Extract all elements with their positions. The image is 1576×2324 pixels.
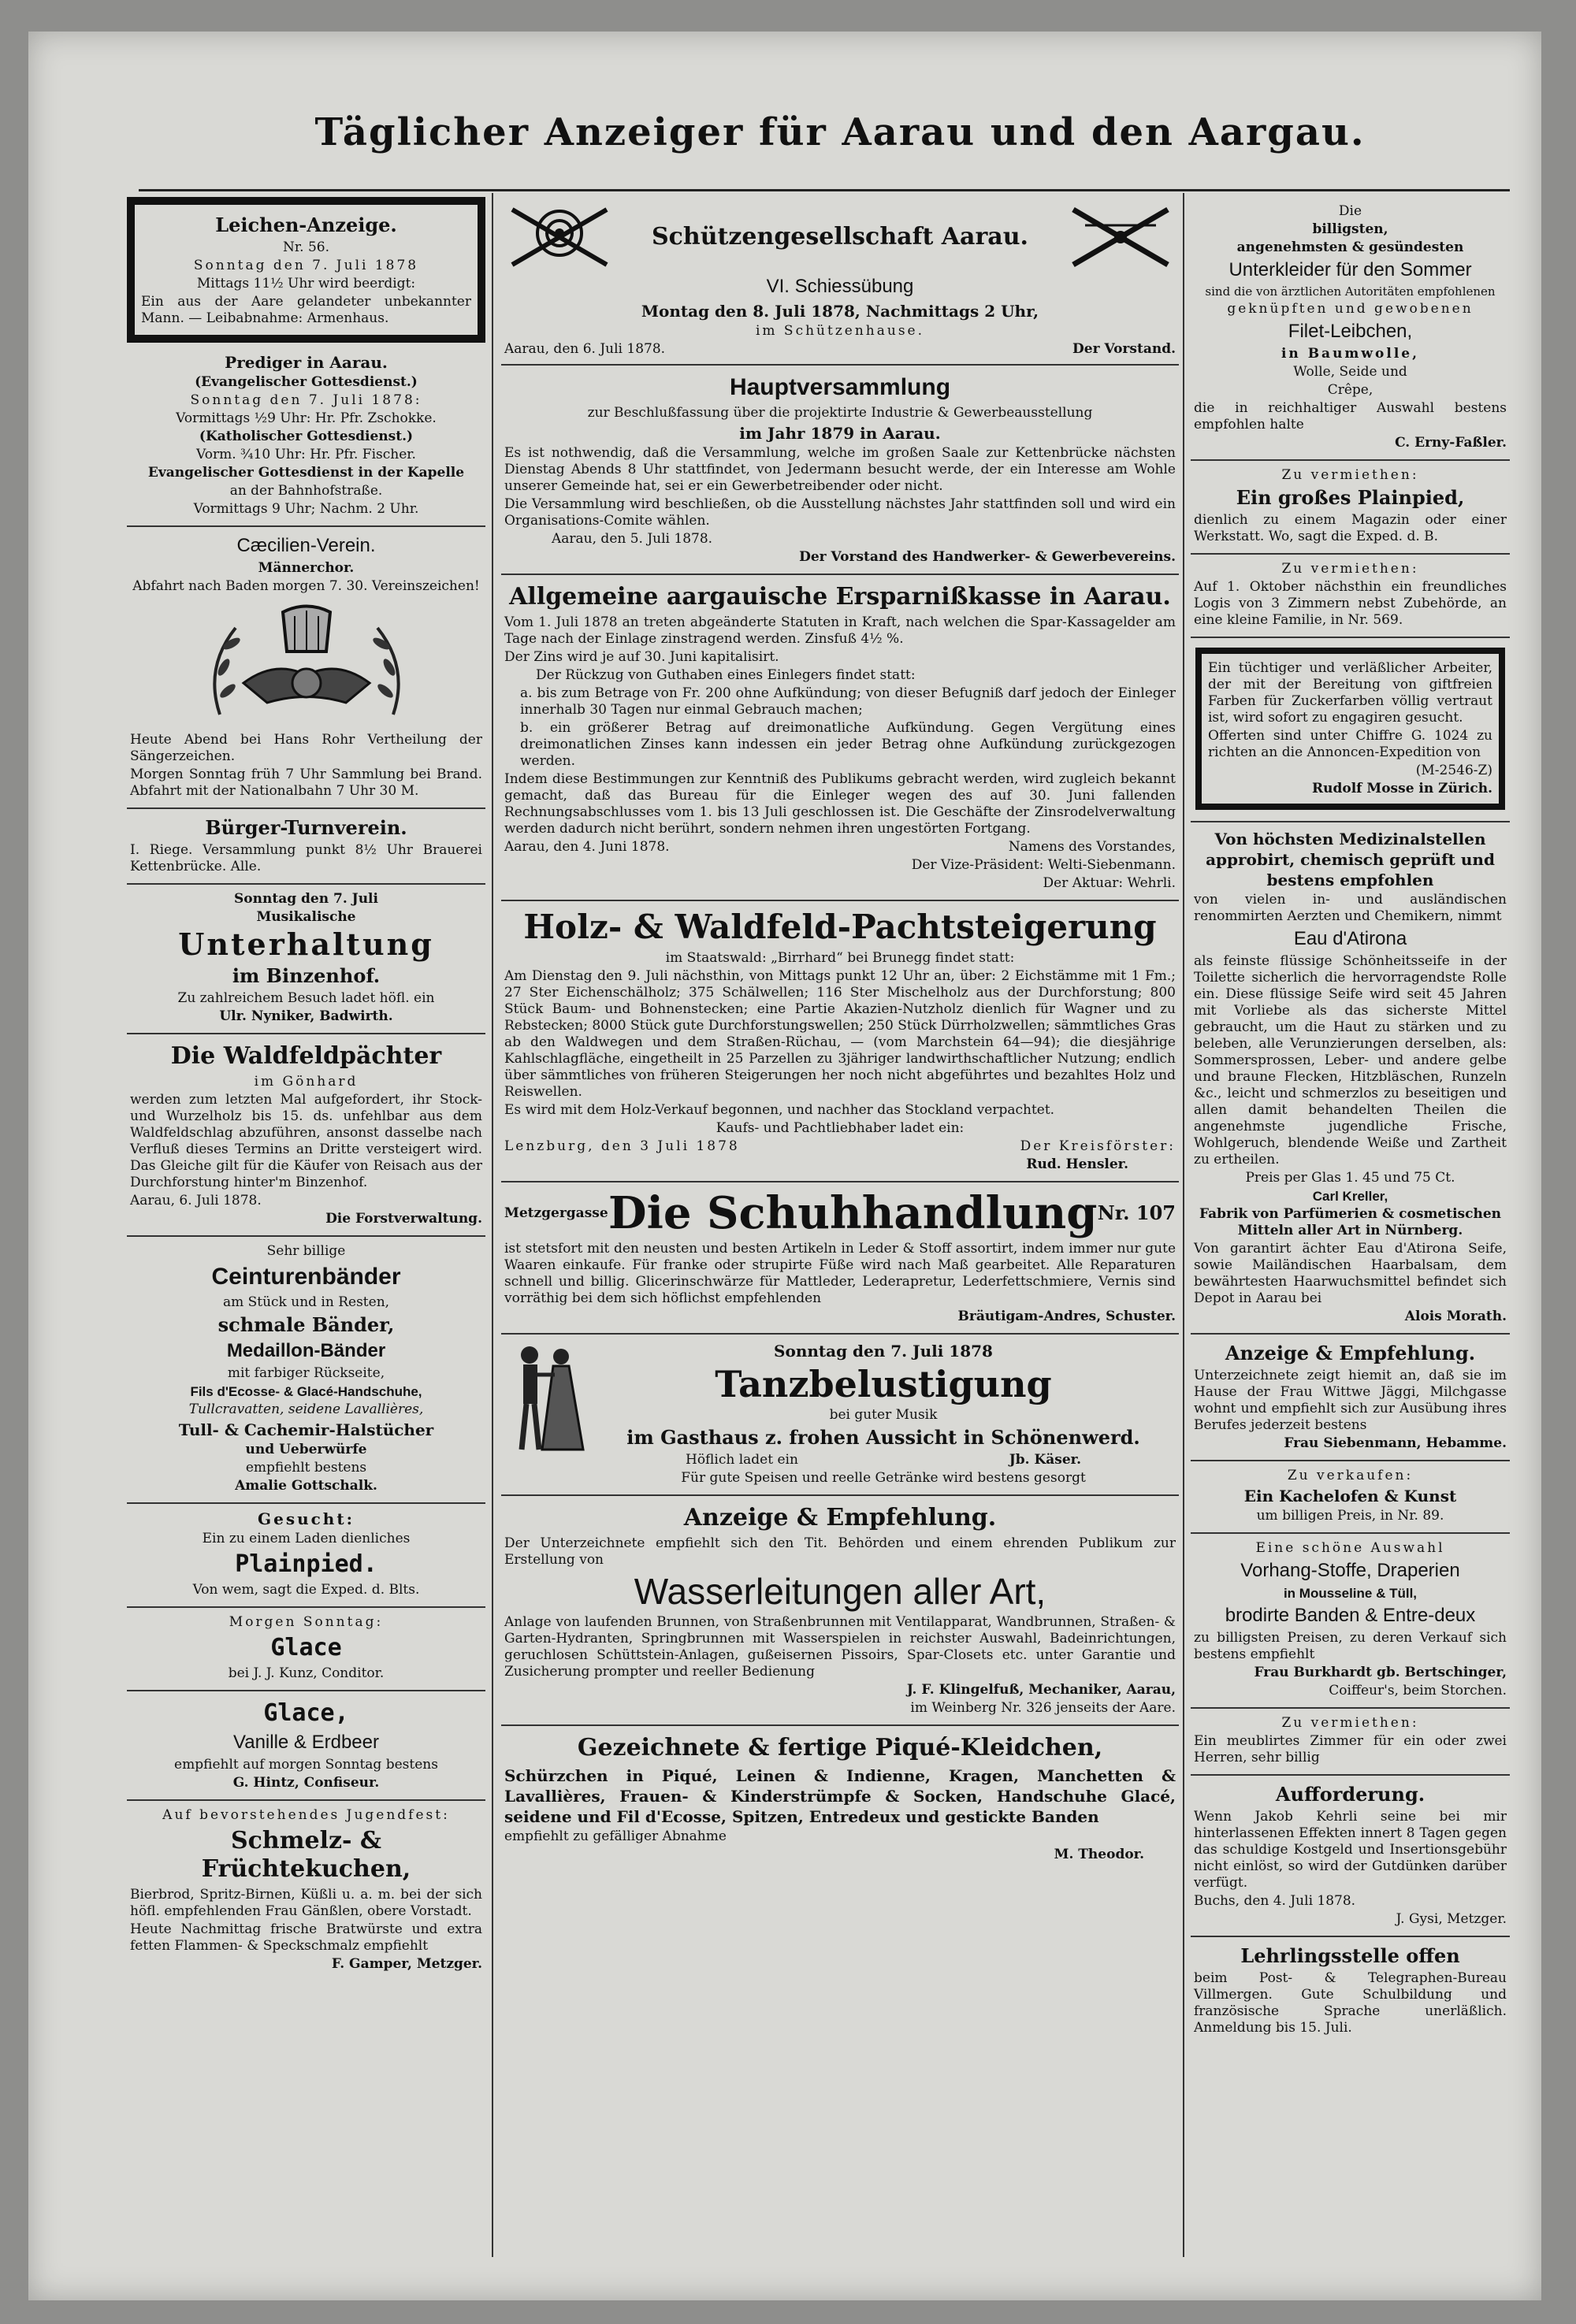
logis-text: Auf 1. Oktober nächsthin ein freundliches Logis von 3 Zimmern nebst Zubehörde, an eine kleine Familie, in Nr. 569. <box>1194 579 1507 628</box>
schuh-nr: Nr. 107 <box>1097 1201 1176 1224</box>
prediger-kap2: Vormittags 9 Uhr; Nachm. 2 Uhr. <box>193 501 419 517</box>
unterkleider-ad <box>1191 197 1510 461</box>
ersparnis-sign3: Der Aktuar: Wehrli. <box>1043 875 1176 891</box>
hebamme-title: Anzeige & Empfehlung. <box>1225 1342 1476 1364</box>
wasser-t2: Anlage von laufenden Brunnen, von Straßenbrunnen mit Ventilapparat, Wandbrunnen, Straßen- & Garten-Hydranten, Springbrunnen mit Wasserspielen in reichster Auswahl, Badeinrichtungen, geruchlosen Schüttstein-Anlagen, gußeisernen Pissoirs, Spar-Closets etc. unter Garantie und Zusicherung prompter und reeller Bedienung <box>504 1614 1176 1680</box>
kuchen-pre: Auf bevorstehendes Jugendfest: <box>162 1807 450 1823</box>
hauptversammlung-ad <box>501 366 1179 575</box>
pique-text: Schürzchen in Piqué, Leinen & Indienne, Kragen, Manchetten & Lavallières, Frauen- & Kinderstrümpfe & Socken, Handschuhe Glacé, seidene und Fil d'Ecosse, Spitzen, Entredeux und gestickte Banden <box>504 1766 1176 1826</box>
masthead-rule <box>139 189 1510 191</box>
wasser-head: Anzeige & Empfehlung. <box>683 1504 997 1531</box>
ceinturen-ad <box>127 1237 485 1504</box>
wasser-t1: Der Unterzeichnete empfiehlt sich den Tit. Behörden und einem ehrenden Publikum zur Erstellung von <box>504 1535 1176 1568</box>
schuetzen-sign: Der Vorstand. <box>1072 341 1176 357</box>
glace2-t2: empfiehlt auf morgen Sonntag bestens <box>174 1757 438 1773</box>
haupt-t4: Die Versammlung wird beschließen, ob die Ausstellung nächstes Jahr stattfinden soll und wird ein Organisations-Comite wählen. <box>504 496 1176 529</box>
holz-sign1: Der Kreisförster: <box>1020 1138 1176 1154</box>
glace-kunz-ad <box>127 1608 485 1691</box>
tanz-t3: Höflich ladet ein <box>686 1452 798 1468</box>
haupt-t2: im Jahr 1879 in Aarau. <box>739 424 941 443</box>
atirona-t2: von vielen in- und ausländischen renommirten Aerzten und Chemikern, nimmt <box>1194 892 1507 924</box>
tanz-date: Sonntag den 7. Juli 1878 <box>774 1342 993 1361</box>
arbeiter-text: Ein tüchtiger und verläßlicher Arbeiter, der mit der Bereitung von giftfreien Farben für Zuckerfarben völlig vertraut ist, wird sofort zu engagiren gesucht. <box>1208 660 1492 726</box>
unterhaltung-place: im Binzenhof. <box>232 964 381 987</box>
unterkleider-t3: angenehmsten & gesündesten <box>1236 239 1464 255</box>
pique-ad <box>501 1726 1179 1871</box>
ceinturen-t5: Fils d'Ecosse- & Glacé-Handschuhe, <box>190 1384 422 1399</box>
unterkleider-t5: geknüpften und gewobenen <box>1227 301 1474 317</box>
vorhang-ad <box>1191 1534 1510 1709</box>
unterkleider-t7: Wolle, Seide und <box>1293 364 1407 380</box>
vorhang-sign2: Coiffeur's, beim Storchen. <box>1329 1683 1507 1698</box>
ceinturen-t4: mit farbiger Rückseite, <box>227 1365 385 1381</box>
schuh-title: Die Schuhhandlung <box>608 1187 1098 1239</box>
ersparnis-date: Aarau, den 4. Juni 1878. <box>504 839 670 855</box>
prediger-ad <box>127 347 485 527</box>
schuh-sign: Bräutigam-Andres, Schuster. <box>957 1309 1176 1324</box>
ersparnis-t4: a. bis zum Betrage von Fr. 200 ohne Aufkündung; von dieser Befugniß darf jedoch der Einleger innerhalb 30 Tagen nur einmal Gebrauch machen; <box>520 685 1176 718</box>
ceinturen-t3: Medaillon-Bänder <box>226 1340 386 1361</box>
schuetzen-t2: im Schützenhause. <box>755 323 925 339</box>
gesucht-title: Gesucht: <box>258 1509 355 1528</box>
prediger-title: Prediger in Aarau. <box>225 353 388 372</box>
vorhang-pre: Eine schöne Auswahl <box>1255 1540 1445 1556</box>
glace1-title: Glace <box>270 1634 342 1661</box>
unterhaltung-date: Sonntag den 7. Juli <box>234 891 378 907</box>
holz-date: Lenzburg, den 3 Juli 1878 <box>504 1138 740 1154</box>
leichen-anzeige <box>127 197 485 343</box>
kuchen-text: Bierbrod, Spritz-Birnen, Küßli u. a. m. bei der sich höfl. empfehlenden Frau Gänßlen, obere Vorstadt. <box>130 1887 482 1919</box>
ceinturen-pre: Sehr billige <box>266 1243 346 1259</box>
holz-t3: Es wird mit dem Holz-Verkauf begonnen, und nachher das Stockland verpachtet. <box>504 1102 1055 1118</box>
caecilien-text: Abfahrt nach Baden morgen 7. 30. Vereinszeichen! <box>132 578 480 594</box>
plainpied-pre: Zu vermiethen: <box>1281 467 1419 483</box>
haupt-t3: Es ist nothwendig, daß die Versammlung, welche im großen Saale zur Kettenbrücke nächsten Dienstag Abends 8 Uhr stattfindet, von Jedermann besucht werde, der ein Interesse am Wohle unserer Gemeinde hat, sei er ein Gewerbetreibender oder nicht. <box>504 445 1176 494</box>
ceinturen-t9: empfiehlt bestens <box>245 1460 367 1476</box>
hebamme-text: Unterzeichnete zeigt hiemit an, daß sie im Hause der Frau Wittwe Jäggi, Milchgasse wohnt und empfiehlt sich zur Ausübung ihres Berufes jederzeit bestens <box>1194 1368 1507 1433</box>
ersparnis-t6: Indem diese Bestimmungen zur Kenntniß des Publikums gebracht werden, wird zugleich bekannt gemacht, daß das Bureau für die Einleger wegen des auf 30. Juni fallenden Rechnungsabschlusses vom 1. bis 13 Juli geschlossen ist. Die Geschäfte der Zinsrodelverwaltung werden dadurch nicht berührt, sondern nehmen ihren ungestörten Fortgang. <box>504 771 1176 837</box>
haupt-date: Aarau, den 5. Juli 1878. <box>552 531 713 547</box>
kuchen-sign: F. Gamper, Metzger. <box>331 1956 482 1972</box>
atirona-sign: Alois Morath. <box>1404 1309 1507 1324</box>
wasser-title: Wasserleitungen aller Art, <box>634 1571 1046 1612</box>
tanz-sign: Jb. Käser. <box>1009 1452 1081 1468</box>
arbeiter-text2: Offerten sind unter Chiffre G. 1024 zu richten an die Annoncen-Expedition von <box>1208 728 1492 760</box>
holz-t4: Kaufs- und Pachtliebhaber ladet ein: <box>716 1120 965 1136</box>
ceinturen-t8: und Ueberwürfe <box>245 1442 367 1457</box>
tanz-t2: im Gasthaus z. frohen Aussicht in Schönenwerd. <box>626 1426 1140 1449</box>
unterkleider-t4: sind die von ärztlichen Autoritäten empfohlenen <box>1205 284 1496 299</box>
leichen-line2: Mittags 11½ Uhr wird beerdigt: <box>196 276 416 291</box>
unterhaltung-text: Zu zahlreichem Besuch ladet höfl. ein <box>177 990 435 1006</box>
vorhang-t2: zu billigsten Preisen, zu deren Verkauf sich bestens empfiehlt <box>1194 1630 1507 1662</box>
unterkleider-t1: Die <box>1338 203 1362 219</box>
ceinturen-title: Ceinturenbänder <box>211 1264 401 1290</box>
target-rifles-icon <box>504 202 615 273</box>
zimmer-pre: Zu vermiethen: <box>1281 1715 1419 1731</box>
dancing-couple-icon <box>504 1339 591 1465</box>
lehrling-title: Lehrlingsstelle offen <box>1240 1944 1460 1967</box>
atirona-t1: Von höchsten Medizinalstellen approbirt, chemisch geprüft und bestens empfohlen <box>1206 830 1495 889</box>
logis-pre: Zu vermiethen: <box>1281 561 1419 577</box>
gesucht-t3: Von wem, sagt die Exped. d. Blts. <box>192 1582 420 1598</box>
ceinturen-t2: schmale Bänder, <box>217 1313 395 1336</box>
schuh-pre: Metzgergasse <box>504 1205 608 1221</box>
wasser-sign: J. F. Klingelfuß, Mechaniker, Aarau, <box>906 1682 1176 1698</box>
schuh-text: ist stetsfort mit den neusten und besten Artikeln in Leder & Stoff assortirt, indem immer nur gute Waaren einkaufe. Für franke oder strupirte Füße wird nach Maß gearbeitet. Alle Reparaturen schnell und billig. Glicerinschwärze für Mattleder, Lederapretur, Lederfettschmiere, Vernis sind vorräthig bei dem sich höflichst empfehlenden <box>504 1241 1176 1306</box>
turnverein-title: Bürger-Turnverein. <box>205 816 407 839</box>
ceinturen-sign: Amalie Gottschalk. <box>235 1478 377 1494</box>
ersparnis-t1: Vom 1. Juli 1878 an treten abgeänderte Statuten in Kraft, nach welchen die Spar-Kassagelder am Tage nach der Einlage zinstragend werden. Zinsfuß 4½ %. <box>504 614 1176 647</box>
holz-t2: Am Dienstag den 9. Juli nächsthin, von Mittags punkt 12 Uhr an, über: 2 Eichstämme mit 1 Fm.; 27 Ster Eichenschälholz; 375 Schälwellen; 116 Ster Mischelholz aus der Durchforstung; 800 Stück Baum- und Bohnenstecken; eine Partie Akazien-Nutzholz dienlich für Wagner und zu Rebstecken; 8000 Stück gute Durchforstungswellen; 250 Stück Dürrholzwellen; sämmtliches Gras ab den Waldwegen und dem Straßen-Rüchau, — (vom Marchstein 64—94); die diesjährige Kahlschlagfläche, eingetheilt in 25 Parzellen zu 3jähriger landwirthschaftlicher Nutzung; endlich über sämmtliches von früheren Steigerungen her noch nicht abgeführtes und bezahltes Holz und Reiswellen. <box>504 968 1176 1100</box>
holz-title: Holz- & Waldfeld-Pachtsteigerung <box>523 908 1157 946</box>
newspaper-page <box>28 32 1541 2300</box>
left-column <box>127 197 485 1981</box>
unterkleider-t6: in Baumwolle, <box>1280 346 1420 362</box>
holz-pachtsteigerung-ad <box>501 901 1179 1182</box>
hebamme-sign: Frau Siebenmann, Hebamme. <box>1284 1435 1507 1451</box>
prediger-ev2: Vormittags ½9 Uhr: Hr. Pfr. Zschokke. <box>176 410 437 426</box>
ofen-ad <box>1191 1461 1510 1534</box>
column-divider-right <box>1183 193 1184 2257</box>
leichen-line3: Ein aus der Aare gelandeter unbekannter Mann. — Leibabnahme: Armenhaus. <box>141 294 471 326</box>
center-column <box>501 197 1179 1871</box>
prediger-kath: (Katholischer Gottesdienst.) <box>199 429 414 444</box>
ersparnis-t3: Der Rückzug von Guthaben eines Einlegers findet statt: <box>536 667 916 683</box>
gesucht-t2: Plainpied. <box>235 1550 377 1578</box>
glace-hintz-ad <box>127 1691 485 1801</box>
waldfeld-text: werden zum letzten Mal aufgefordert, ihr Stock- und Wurzelholz bis 15. ds. unfehlbar aus dem Waldfeldschlag abzuführen, ansonst dasselbe nach Verfluß dieses Termins an Dritte versteigert wird. Das Gleiche gilt für die Käufer von Reisach aus der Durchforstung hinter'm Binzenhof. <box>130 1092 482 1190</box>
prediger-kap: Evangelischer Gottesdienst in der Kapelle <box>147 465 465 481</box>
ersparnis-t2: Der Zins wird je auf 30. Juni kapitalisirt. <box>504 649 779 665</box>
unterhaltung-sign: Ulr. Nyniker, Badwirth. <box>219 1008 393 1024</box>
atirona-maker2: Fabrik von Parfümerien & cosmetischen Mitteln aller Art in Nürnberg. <box>1199 1206 1502 1238</box>
arbeiter-ad <box>1191 638 1510 822</box>
holz-sign2: Rud. Hensler. <box>1026 1156 1128 1172</box>
ceinturen-t6: Tullcravatten, seidene Lavallières, <box>188 1401 424 1417</box>
ersparniskasse-ad <box>501 575 1179 901</box>
zimmer-text: Ein meublirtes Zimmer für ein oder zwei Herren, sehr billig <box>1194 1733 1507 1765</box>
aufforderung-date: Buchs, den 4. Juli 1878. <box>1194 1893 1356 1909</box>
turnverein-text: I. Riege. Versammlung punkt 8½ Uhr Brauerei Kettenbrücke. Alle. <box>130 842 482 874</box>
caecilien-sub: Männerchor. <box>258 560 355 576</box>
schuetzen-ad <box>501 197 1179 366</box>
gesucht-ad <box>127 1504 485 1608</box>
aufforderung-ad <box>1191 1776 1510 1937</box>
ofen-title: Ein Kachelofen & Kunst <box>1243 1487 1457 1505</box>
tanz-title: Tanzbelustigung <box>715 1363 1052 1405</box>
caecilien-text3: Morgen Sonntag früh 7 Uhr Sammlung bei Brand. Abfahrt mit der Nationalbahn 7 Uhr 30 M. <box>130 767 482 799</box>
masthead: Täglicher Anzeiger für Aarau und den Aargau. <box>314 110 1366 154</box>
prediger-ev: (Evangelischer Gottesdienst.) <box>195 374 418 390</box>
unterhaltung-ad <box>127 885 485 1034</box>
waldfeld-sign: Die Forstverwaltung. <box>325 1211 482 1227</box>
gesucht-t1: Ein zu einem Laden dienliches <box>202 1531 411 1546</box>
wasser-sign2: im Weinberg Nr. 326 jenseits der Aare. <box>910 1700 1176 1716</box>
unterkleider-sign: C. Erny-Faßler. <box>1395 435 1507 451</box>
glace1-pre: Morgen Sonntag: <box>229 1614 384 1630</box>
prediger-ev1: Sonntag den 7. Juli 1878: <box>190 392 422 408</box>
atirona-t4: Von garantirt ächter Eau d'Atirona Seife, sowie Mailändischen Haarbalsam, dem bewährtesten Haarwuchsmittel befindet sich Depot in Aarau bei <box>1194 1241 1507 1306</box>
zimmer-ad <box>1191 1709 1510 1776</box>
schuhhandlung-ad <box>501 1182 1179 1335</box>
glace2-sign: G. Hintz, Confiseur. <box>232 1775 380 1791</box>
unterkleider-title: Unterkleider für den Sommer <box>1228 259 1472 280</box>
pique-sign: M. Theodor. <box>1054 1847 1144 1862</box>
atirona-maker: Carl Kreller, <box>1312 1189 1388 1204</box>
leichen-line1: Sonntag den 7. Juli 1878 <box>193 258 419 273</box>
lehrling-text: beim Post- & Telegraphen-Bureau Villmergen. Gute Schulbildung und französische Sprache unerläßlich. Anmeldung bis 15. Juli. <box>1194 1970 1507 2036</box>
arbeiter-sign: Rudolf Mosse in Zürich. <box>1312 781 1492 796</box>
glace2-title: Glace, <box>263 1699 349 1727</box>
waldfeld-date: Aarau, 6. Juli 1878. <box>130 1193 262 1208</box>
logis-ad <box>1191 555 1510 638</box>
kuchen-title: Schmelz- & Früchtekuchen, <box>201 1827 411 1883</box>
aufforderung-sign: J. Gysi, Metzger. <box>1396 1911 1507 1927</box>
glace2-t1: Vanille & Erdbeer <box>233 1732 379 1753</box>
schuetzen-t1: Montag den 8. Juli 1878, Nachmittags 2 Uhr, <box>641 302 1039 321</box>
atirona-t3: als feinste flüssige Schönheitsseife in der Toilette sicherlich die hervorragendste Rolle ein. Diese flüssige Seife wird seit 45 Jahren mit Vorliebe als das sicherste Mittel gebraucht, um die Haut zu stärken und zu beleben, alle Verunzierungen derselben, als: Sommersprossen, Leber- und andere gelbe und braune Flecken, Hitzbläschen, Runzeln &c., leicht und schmerzlos zu beseitigen und allen damit behandelten Theilen die angenehmste jugendliche Frische, Wohlgeruch, blendende Weiße und Zartheit zu ertheilen. <box>1194 953 1507 1168</box>
unterhaltung-sub: Musikalische <box>256 909 356 925</box>
haupt-title: Hauptversammlung <box>729 374 951 400</box>
waldfeld-place: im Gönhard <box>254 1074 359 1090</box>
schuetzen-title: Schützengesellschaft Aarau. <box>651 223 1028 251</box>
pique-title: Gezeichnete & fertige Piqué-Kleidchen, <box>577 1734 1103 1762</box>
handshake-lyre-icon <box>188 596 425 730</box>
ersparnis-sign1: Namens des Vorstandes, <box>1008 839 1176 855</box>
prediger-kath1: Vorm. ¾10 Uhr: Hr. Pfr. Fischer. <box>196 447 416 462</box>
turnverein-ad <box>127 809 485 885</box>
plainpied-title: Ein großes Plainpied, <box>1236 486 1465 509</box>
haupt-sign: Der Vorstand des Handwerker- & Gewerbevereins. <box>799 549 1176 565</box>
haupt-t1: zur Beschlußfassung über die projektirte Industrie & Gewerbeausstellung <box>587 405 1093 421</box>
arbeiter-code: (M-2546-Z) <box>1415 763 1492 778</box>
schuetzen-date: Aarau, den 6. Juli 1878. <box>504 341 666 357</box>
hebamme-ad <box>1191 1335 1510 1461</box>
leichen-title: Leichen-Anzeige. <box>215 213 397 236</box>
ersparnis-t5: b. ein größerer Betrag auf dreimonatliche Aufkündung. Gegen Vergütung eines dreimonatlichen Zinses kann indessen ein jeder Betrag ohne Aufkündung zurückgezogen werden. <box>520 720 1176 769</box>
kuchen-text2: Heute Nachmittag frische Bratwürste und extra fetten Flammen- & Speckschmalz empfiehlt <box>130 1921 482 1954</box>
unterkleider-t2: billigsten, <box>1312 221 1388 237</box>
aufforderung-title: Aufforderung. <box>1275 1783 1425 1806</box>
lehrling-ad <box>1191 1937 1510 2044</box>
unterhaltung-title: Unterhaltung <box>178 926 434 962</box>
right-column <box>1191 197 1510 2044</box>
ceinturen-sub: am Stück und in Resten, <box>222 1294 390 1310</box>
vorhang-title: Vorhang-Stoffe, Draperien <box>1240 1560 1460 1581</box>
ofen-text: um billigen Preis, in Nr. 89. <box>1256 1508 1444 1524</box>
prediger-kap1: an der Bahnhofstraße. <box>229 483 383 499</box>
vorhang-title2: brodirte Banden & Entre-deux <box>1225 1605 1476 1626</box>
caecilien-text2: Heute Abend bei Hans Rohr Vertheilung der Sängerzeichen. <box>130 732 482 764</box>
ersparnis-title: Allgemeine aargauische Ersparnißkasse in Aarau. <box>509 583 1171 611</box>
pique-t2: empfiehlt zu gefälliger Abnahme <box>504 1828 727 1844</box>
kuchen-ad <box>127 1801 485 1981</box>
ersparnis-sign2: Der Vize-Präsident: Welti-Siebenmann. <box>911 857 1176 873</box>
glace1-sign: bei J. J. Kunz, Conditor. <box>228 1665 385 1681</box>
atirona-ad <box>1191 822 1510 1335</box>
plainpied-text: dienlich zu einem Magazin oder einer Werkstatt. Wo, sagt die Exped. d. B. <box>1194 512 1507 544</box>
unterkleider-title2: Filet-Leibchen, <box>1288 321 1413 342</box>
vorhang-t1: in Mousseline & Tüll, <box>1283 1586 1418 1601</box>
waldfeld-ad <box>127 1034 485 1237</box>
column-divider-left <box>492 193 493 2257</box>
ceinturen-t7: Tull- & Cachemir-Halstücher <box>178 1420 434 1439</box>
caecilien-ad <box>127 527 485 809</box>
atirona-price: Preis per Glas 1. 45 und 75 Ct. <box>1245 1170 1455 1186</box>
atirona-title: Eau d'Atirona <box>1293 928 1407 949</box>
waldfeld-title: Die Waldfeldpächter <box>170 1042 442 1070</box>
unterkleider-t8: Crêpe, <box>1327 382 1373 398</box>
unterkleider-t9: die in reichhaltiger Auswahl bestens empfohlen halte <box>1194 400 1507 433</box>
wasserleitungen-ad <box>501 1496 1179 1726</box>
ofen-pre: Zu verkaufen: <box>1287 1468 1414 1483</box>
tanz-t1: bei guter Musik <box>829 1407 938 1423</box>
holz-t1: im Staatswald: „Birrhard“ bei Brunegg findet statt: <box>665 950 1015 966</box>
aufforderung-text: Wenn Jakob Kehrli seine bei mir hinterlassenen Effekten innert 8 Tagen gegen das schuldige Kostgeld und Insertionsgebühr nicht einlöst, so wird der Gutdünken darüber verfügt. <box>1194 1809 1507 1891</box>
caecilien-title: Cæcilien-Verein. <box>236 535 376 556</box>
plainpied-ad <box>1191 461 1510 555</box>
crossed-rifles-icon <box>1065 202 1176 273</box>
vorhang-sign: Frau Burkhardt gb. Bertschinger, <box>1254 1665 1507 1680</box>
tanz-t4: Für gute Speisen und reelle Getränke wird bestens gesorgt <box>681 1470 1086 1486</box>
leichen-nr: Nr. 56. <box>283 239 329 255</box>
tanz-ad <box>501 1335 1179 1496</box>
schuetzen-sub: VI. Schiessübung <box>766 276 914 297</box>
